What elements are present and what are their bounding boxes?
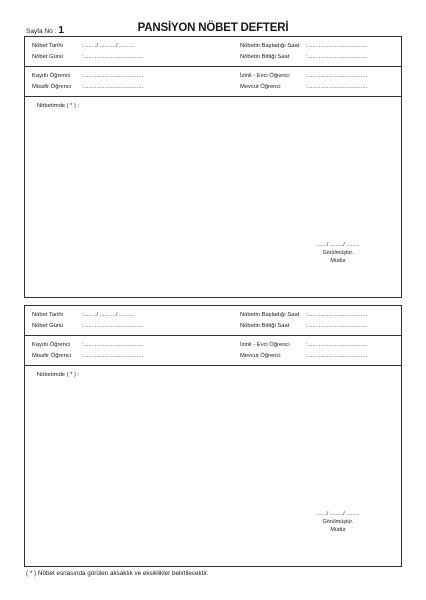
end-time-field[interactable] <box>240 323 368 329</box>
notes-area[interactable] <box>25 382 401 566</box>
notes-area[interactable] <box>25 113 401 297</box>
signature-date: ......./ ........./ ......... <box>316 242 360 248</box>
seen-text: Görülmüştür. <box>322 519 354 525</box>
leave-students-label: İzinli - Evci Öğrenci <box>240 342 290 348</box>
document-title: PANSİYON NÖBET DEFTERİ <box>137 22 289 34</box>
end-time-label: Nöbetin Bittiği Saat <box>240 54 290 60</box>
page-number-value: 1 <box>58 25 64 36</box>
principal-signature <box>293 510 383 534</box>
leave-students-value: :..................................... <box>306 73 368 79</box>
page-number-label: Sayfa No : <box>26 28 57 35</box>
guest-students-field[interactable] <box>32 353 144 359</box>
present-students-label: Mevcut Öğrenci <box>240 84 281 90</box>
duty-date-label: Nöbet Tarihi <box>32 43 63 49</box>
student-count-row <box>25 336 401 366</box>
student-count-row <box>25 67 401 97</box>
principal-title: Müdür <box>330 527 346 533</box>
seen-text: Görülmüştür. <box>322 250 354 256</box>
registered-students-value: :..................................... <box>82 73 144 79</box>
registered-students-label: Kayıtlı Öğrenci <box>32 73 71 79</box>
duty-day-field[interactable] <box>32 54 144 60</box>
guest-students-field[interactable] <box>32 84 144 90</box>
duty-record-block-2 <box>24 305 402 567</box>
registered-students-field[interactable] <box>32 342 144 348</box>
notes-label: Nöbetimde ( * ) : <box>37 372 80 378</box>
guest-students-value: :..................................... <box>82 353 144 359</box>
duty-record-block-1 <box>24 36 402 298</box>
principal-signature <box>293 241 383 265</box>
start-time-value: :..................................... <box>306 43 368 49</box>
duty-info-row <box>25 306 401 336</box>
leave-students-field[interactable] <box>240 342 368 348</box>
duty-date-value: :......../ ........../ ......... <box>82 312 134 318</box>
principal-title: Müdür <box>330 258 346 264</box>
duty-day-value: :..................................... <box>82 323 144 329</box>
guest-students-value: :..................................... <box>82 84 144 90</box>
duty-date-field[interactable] <box>32 312 134 318</box>
leave-students-field[interactable] <box>240 73 368 79</box>
start-time-label: Nöbetin Başladığı Saat <box>240 43 300 49</box>
start-time-field[interactable] <box>240 43 368 49</box>
duty-date-value: :......../ ........../ ......... <box>82 43 134 49</box>
footnote: ( * ) Nöbet esnasında görülen aksaklık ve eksiklikler belirtilecektir. <box>26 570 209 577</box>
duty-date-label: Nöbet Tarihi <box>32 312 63 318</box>
duty-day-label: Nöbet Günü <box>32 323 64 329</box>
present-students-value: :..................................... <box>306 84 368 90</box>
signature-date: ......./ ........./ ......... <box>316 511 360 517</box>
duty-day-field[interactable] <box>32 323 144 329</box>
duty-day-value: :..................................... <box>82 54 144 60</box>
registered-students-value: :..................................... <box>82 342 144 348</box>
registered-students-field[interactable] <box>32 73 144 79</box>
present-students-value: :..................................... <box>306 353 368 359</box>
end-time-label: Nöbetin Bittiği Saat <box>240 323 290 329</box>
present-students-field[interactable] <box>240 353 368 359</box>
leave-students-label: İzinli - Evci Öğrenci <box>240 73 290 79</box>
end-time-value: :..................................... <box>306 54 368 60</box>
present-students-field[interactable] <box>240 84 368 90</box>
guest-students-label: Misafir Öğrenci <box>32 84 71 90</box>
duty-day-label: Nöbet Günü <box>32 54 64 60</box>
present-students-label: Mevcut Öğrenci <box>240 353 281 359</box>
end-time-field[interactable] <box>240 54 368 60</box>
start-time-field[interactable] <box>240 312 368 318</box>
notes-label: Nöbetimde ( * ) : <box>37 103 80 109</box>
end-time-value: :..................................... <box>306 323 368 329</box>
leave-students-value: :..................................... <box>306 342 368 348</box>
registered-students-label: Kayıtlı Öğrenci <box>32 342 71 348</box>
start-time-label: Nöbetin Başladığı Saat <box>240 312 300 318</box>
guest-students-label: Misafir Öğrenci <box>32 353 71 359</box>
duty-info-row <box>25 37 401 67</box>
duty-date-field[interactable] <box>32 43 134 49</box>
start-time-value: :..................................... <box>306 312 368 318</box>
